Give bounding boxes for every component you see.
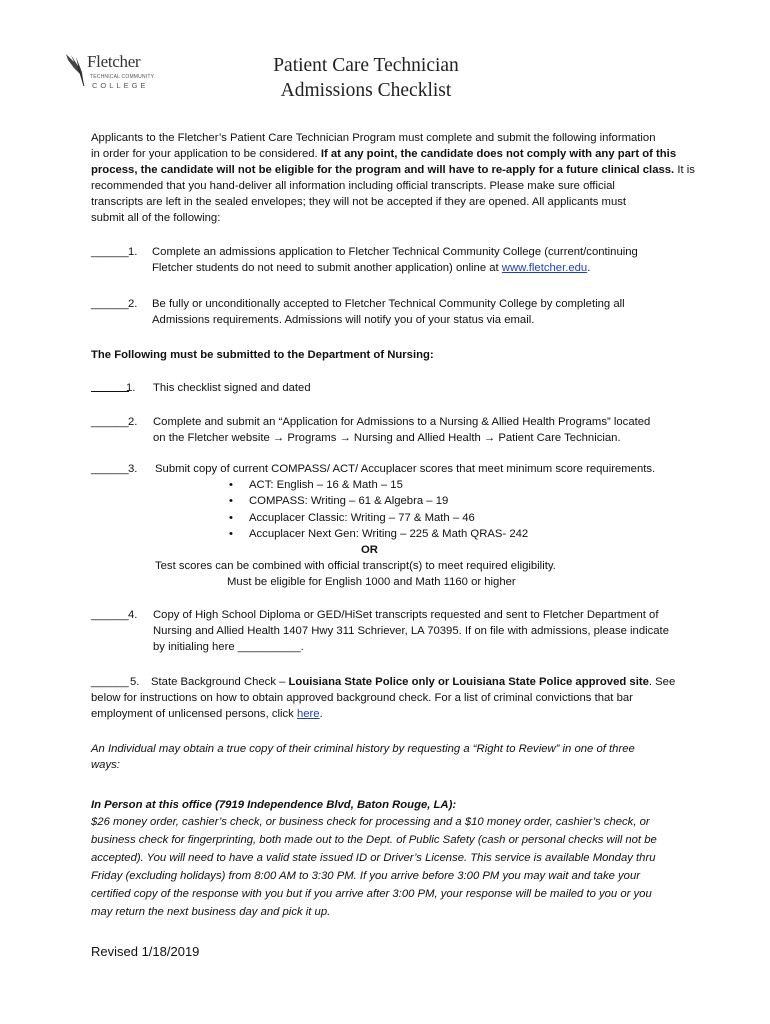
score-bullet: • COMPASS: Writing – 61 & Algebra – 19: [229, 495, 449, 507]
in-person-line: $26 money order, cashier’s check, or business check for processing and a $10 money order, cashier’s check, or: [91, 816, 650, 828]
n5-line: employment of unlicensed persons, click here.: [91, 708, 323, 720]
page-title: [210, 53, 522, 103]
logo-college: COLLEGE: [92, 81, 149, 90]
n1-blank[interactable]: [91, 380, 129, 392]
fletcher-website-link[interactable]: www.fletcher.edu: [501, 262, 588, 274]
criminal-convictions-link[interactable]: here: [296, 708, 320, 720]
n3-line: Test scores can be combined with official transcript(s) to meet required eligibility.: [155, 560, 556, 572]
feather-logo-icon: [64, 52, 88, 88]
n4-blank[interactable]: ______: [91, 609, 129, 621]
logo-name: Fletcher: [87, 52, 141, 71]
n3-blank[interactable]: ______: [91, 463, 129, 475]
n5-line: State Background Check – Louisiana State Police only or Louisiana State Police approved site. See: [151, 676, 676, 688]
n3-line: Submit copy of current COMPASS/ ACT/ Accuplacer scores that meet minimum score requirements.: [155, 463, 656, 475]
n2-number: 2.: [128, 416, 138, 428]
step-1-number: 1.: [128, 246, 138, 258]
n5-number: 5.: [130, 676, 140, 688]
logo-subtitle: TECHNICAL COMMUNITY: [90, 74, 155, 80]
step-2-number: 2.: [128, 298, 138, 310]
intro-line: submit all of the following:: [91, 212, 221, 224]
in-person-line: accepted). You will need to have a valid state issued ID or Driver’s License. This service is available Monday thru: [91, 852, 656, 864]
step-2-line: Admissions requirements. Admissions will notify you of your status via email.: [152, 314, 535, 326]
review-line: ways:: [91, 759, 120, 771]
title-line-2: Admissions Checklist: [280, 80, 452, 101]
n2-line: Complete and submit an “Application for Admissions to a Nursing & Allied Health Programs” located: [153, 416, 651, 428]
n4-line: Copy of High School Diploma or GED/HiSet transcripts requested and sent to Fletcher Department of: [153, 609, 659, 621]
n1-number: 1.: [126, 382, 136, 394]
or-separator: OR: [361, 544, 378, 556]
n5-blank[interactable]: ______: [91, 676, 129, 688]
intro-line: Applicants to the Fletcher’s Patient Care Technician Program must complete and submit the following information: [91, 132, 656, 144]
title-line-1: Patient Care Technician: [273, 55, 459, 76]
n2-blank[interactable]: ______: [91, 416, 129, 428]
intro-line: process, the candidate will not be eligible for the program and will have to re-apply for a future clinical class. It is: [91, 164, 695, 176]
nursing-heading: The Following must be submitted to the Department of Nursing:: [91, 349, 434, 361]
intro-line: in order for your application to be considered. If at any point, the candidate does not comply with any part of this: [91, 148, 677, 160]
intro-line: transcripts are left in the sealed envelopes; they will not be accepted if they are opened. All applicants must: [91, 196, 627, 208]
n4-number: 4.: [128, 609, 138, 621]
college-logo: [64, 50, 164, 92]
score-bullet: • Accuplacer Classic: Writing – 77 & Math – 46: [229, 512, 475, 524]
score-bullet: • Accuplacer Next Gen: Writing – 225 & Math QRAS- 242: [229, 528, 529, 540]
score-bullet: • ACT: English – 16 & Math – 15: [229, 479, 403, 491]
n3-number: 3.: [128, 463, 138, 475]
n1-text: This checklist signed and dated: [153, 382, 311, 394]
n4-line: by initialing here __________.: [153, 641, 304, 653]
step-2-blank[interactable]: ______: [91, 298, 129, 310]
in-person-line: Friday (excluding holidays) from 8:00 AM to 3:30 PM. If you arrive before 3:00 PM you may wait and take your: [91, 870, 640, 882]
step-2-line: Be fully or unconditionally accepted to Fletcher Technical Community College by completing all: [152, 298, 625, 310]
review-line: An Individual may obtain a true copy of their criminal history by requesting a “Right to Review” in one of three: [91, 743, 635, 755]
step-1-line: Fletcher students do not need to submit another application) online at www.fletcher.edu.: [152, 262, 591, 274]
step-1-blank[interactable]: ______: [91, 246, 129, 258]
in-person-line: business check for fingerprinting, both made out to the Dept. of Public Safety (cash or personal checks will not be: [91, 834, 657, 846]
n2-line: on the Fletcher website → Programs → Nursing and Allied Health → Patient Care Technician.: [153, 432, 621, 444]
in-person-line: may return the next business day and pick it up.: [91, 906, 331, 918]
revision-date: Revised 1/18/2019: [91, 944, 200, 959]
n5-line: below for instructions on how to obtain approved background check. For a list of criminal convictions that bar: [91, 692, 633, 704]
in-person-heading: In Person at this office (7919 Independence Blvd, Baton Rouge, LA):: [91, 799, 457, 811]
n4-line: Nursing and Allied Health 1407 Hwy 311 Schriever, LA 70395. If on file with admissions, please indicate: [153, 625, 669, 637]
step-1-line: Complete an admissions application to Fletcher Technical Community College (current/continuing: [152, 246, 638, 258]
in-person-line: certified copy of the response with you but if you arrive after 3:00 PM, your response will be mailed to you or you: [91, 888, 652, 900]
n3-line: Must be eligible for English 1000 and Math 1160 or higher: [227, 576, 516, 588]
intro-line: recommended that you hand-deliver all information including official transcripts. Please make sure official: [91, 180, 615, 192]
